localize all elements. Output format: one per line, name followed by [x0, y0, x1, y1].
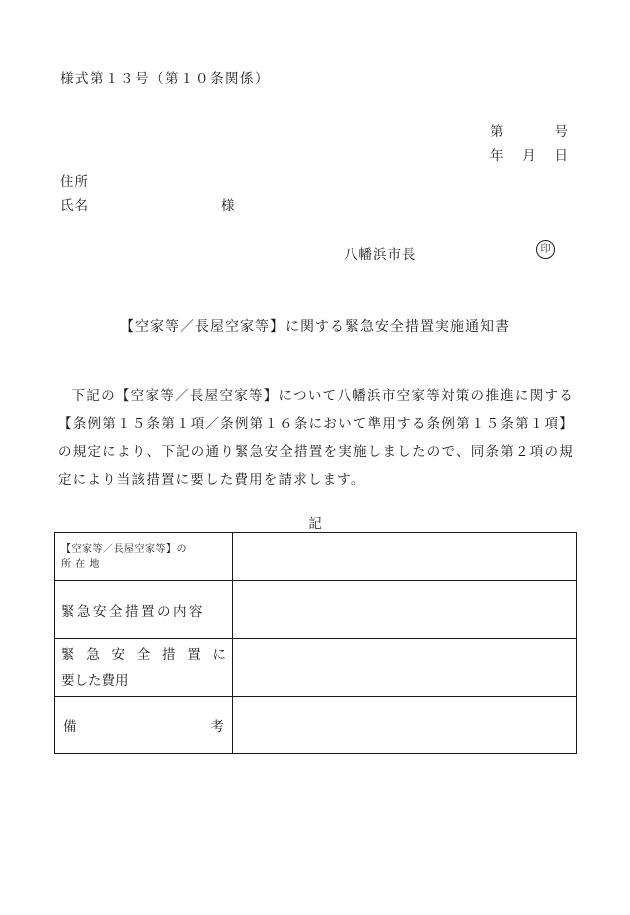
honorific: 様: [221, 198, 235, 214]
sender-title: 八幡浜市長: [344, 247, 417, 263]
issue-number: [490, 120, 568, 140]
name-label: 氏名: [60, 198, 89, 214]
location-label-line1: 【空家等／長屋空家等】の: [61, 543, 187, 555]
issue-number-suffix: 号: [554, 124, 568, 140]
cost-value: [233, 639, 577, 697]
detail-table: [54, 532, 577, 754]
cost-char: に: [212, 646, 226, 663]
content-value: [233, 581, 577, 639]
cost-char: 緊: [61, 646, 75, 663]
cost-label-line2: 要した費用: [61, 672, 129, 689]
cost-label: [55, 639, 233, 697]
location-label: [55, 533, 233, 581]
address-label: 住所: [60, 174, 89, 190]
cost-char: 急: [86, 646, 100, 663]
remarks-char: 備: [63, 719, 77, 735]
form-number: 様式第１３号（第１０条関係）: [60, 71, 270, 87]
remarks-label-text: [55, 715, 232, 735]
row-location: [55, 533, 577, 581]
remarks-char: 考: [210, 719, 224, 735]
cost-char: 全: [136, 646, 151, 663]
issue-date-year: 年: [490, 148, 504, 164]
document-title: 【空家等／長屋空家等】に関する緊急安全措置実施通知書: [120, 319, 510, 335]
seal-mark: 印: [536, 240, 555, 259]
location-value: [233, 533, 577, 581]
document-body: 下記の【空家等／長屋空家等】について八幡浜市空家等対策の推進に関する【条例第１５条第１項／条例第１６条において準用する条例第１５条第１項】の規定により、下記の通り緊急安全措置を実施しましたので、同条第２項の規定により当該措置に要した費用を請求します。: [58, 388, 574, 488]
row-remarks: [55, 697, 577, 754]
cost-label-line1: [61, 642, 226, 668]
location-label-line2: 所 在 地: [61, 558, 100, 570]
row-cost: [55, 639, 577, 697]
cost-char: 措: [162, 646, 176, 663]
issue-date: [490, 144, 568, 164]
content-label: 緊急安全措置の内容: [55, 581, 233, 639]
cost-char: 置: [187, 646, 201, 663]
issue-date-day: 日: [554, 148, 568, 164]
cost-char: 安: [111, 646, 125, 663]
issue-date-month: 月: [522, 148, 536, 164]
row-content: [55, 581, 577, 639]
remarks-label: [55, 697, 233, 754]
remarks-value: [233, 697, 577, 754]
issue-number-prefix: 第: [490, 124, 504, 140]
ki-heading: 記: [308, 516, 322, 532]
